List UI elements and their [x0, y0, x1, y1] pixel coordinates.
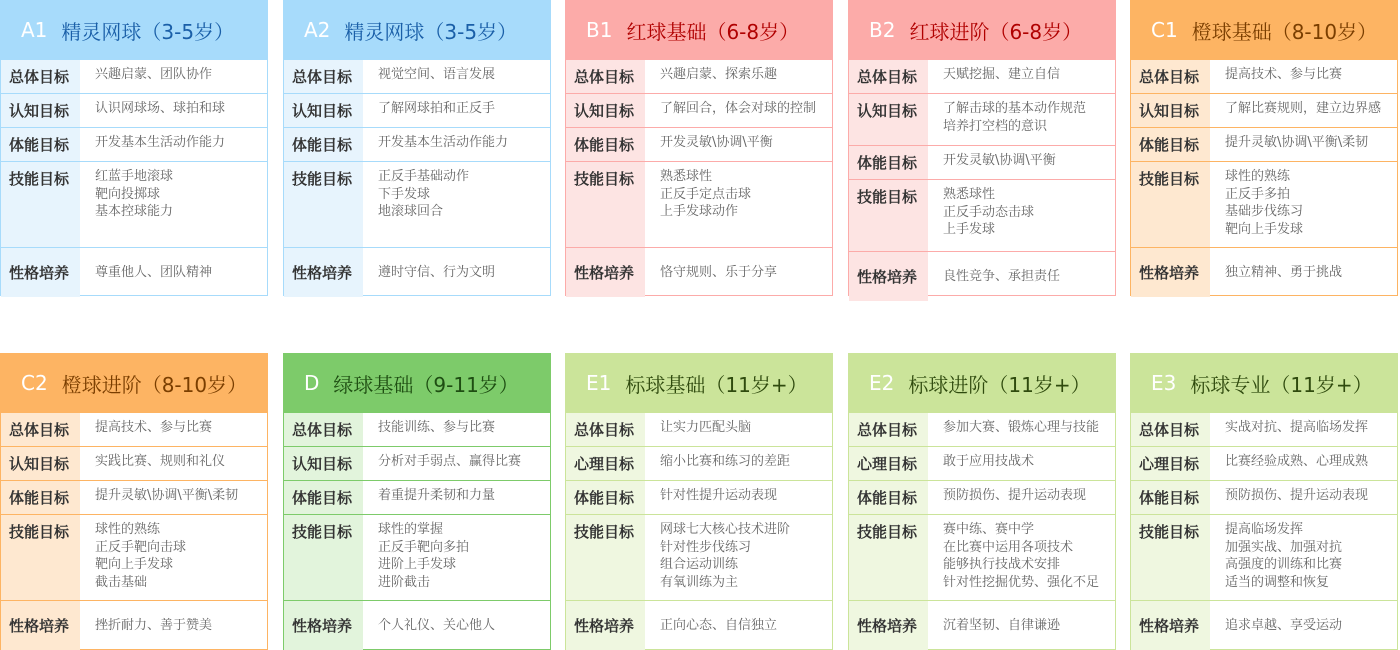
- goal-line: 认识网球场、球拍和球: [95, 101, 226, 116]
- goal-line: 针对性挖掘优势、强化不足: [943, 574, 1100, 590]
- goal-value: [80, 162, 267, 247]
- goal-label: 认知目标: [1131, 94, 1210, 127]
- goal-row: [284, 60, 550, 94]
- goal-label: 体能目标: [849, 481, 928, 514]
- goal-value: [645, 515, 832, 600]
- card-code: A1: [21, 18, 48, 42]
- goal-row: [849, 481, 1115, 515]
- goal-label: 总体目标: [849, 60, 928, 93]
- goal-line: 视觉空间、语言发展: [378, 67, 496, 82]
- goal-line: 挫折耐力、善于赞美: [95, 617, 213, 633]
- goal-line: 了解回合，体会对球的控制: [660, 101, 817, 116]
- goal-table: [1, 60, 267, 295]
- goal-row: [849, 601, 1115, 650]
- goal-line: 截击基础: [95, 574, 148, 590]
- goal-line: 上手发球动作: [660, 204, 739, 219]
- goal-value: [928, 601, 1115, 650]
- goal-value: [363, 601, 550, 650]
- goal-label: 体能目标: [1, 128, 80, 161]
- card-title: 橙球进阶（8-10岁）: [61, 372, 248, 397]
- goal-label: 总体目标: [1, 413, 80, 446]
- goal-value: [928, 146, 1115, 179]
- goal-row: [1, 128, 267, 162]
- goal-line: 开发灵敏\协调\平衡: [660, 135, 773, 150]
- goal-line: 红蓝手地滚球: [95, 169, 174, 184]
- goal-row: [284, 515, 550, 601]
- goal-line: 沉着坚韧、自律谦逊: [943, 617, 1061, 633]
- goal-label: 总体目标: [284, 413, 363, 446]
- card-header: [849, 1, 1115, 60]
- course-card-e3: [1130, 353, 1398, 650]
- goal-value: [645, 248, 832, 297]
- goal-label: 体能目标: [1131, 481, 1210, 514]
- goal-label: 技能目标: [1131, 162, 1210, 247]
- goal-label: 认知目标: [566, 94, 645, 127]
- goal-row: [1, 447, 267, 481]
- card-code: D: [304, 371, 320, 395]
- goal-row: [284, 94, 550, 128]
- goal-label: 认知目标: [284, 447, 363, 480]
- goal-value: [1210, 601, 1397, 650]
- goal-line: 预防损伤、提升运动表现: [1225, 488, 1369, 503]
- card-header: [1131, 1, 1397, 60]
- goal-label: 性格培养: [284, 248, 363, 297]
- goal-table: [284, 413, 550, 649]
- goal-row: [849, 60, 1115, 94]
- goal-label: 总体目标: [1, 60, 80, 93]
- card-title: 标球进阶（11岁+）: [908, 372, 1091, 397]
- goal-line: 有氧训练为主: [660, 574, 739, 590]
- goal-row: [849, 146, 1115, 180]
- goal-line: 分析对手弱点、赢得比赛: [378, 454, 522, 469]
- goal-line: 实战对抗、提高临场发挥: [1225, 420, 1369, 435]
- goal-row: [1131, 515, 1397, 601]
- goal-line: 实践比赛、规则和礼仪: [95, 454, 226, 469]
- goal-line: 了解比赛规则，建立边界感: [1225, 101, 1382, 116]
- goal-row: [1131, 162, 1397, 248]
- goal-line: 正反手多拍: [1225, 186, 1291, 202]
- goal-row: [1131, 60, 1397, 94]
- goal-row: [849, 515, 1115, 601]
- goal-label: 心理目标: [1131, 447, 1210, 480]
- card-code: B2: [869, 18, 896, 42]
- goal-line: 地滚球回合: [378, 204, 444, 219]
- goal-line: 兴趣启蒙、团队协作: [95, 67, 213, 82]
- goal-label: 体能目标: [566, 128, 645, 161]
- card-title: 红球进阶（6-8岁）: [909, 19, 1083, 44]
- goal-value: [363, 248, 550, 297]
- goal-table: [849, 413, 1115, 649]
- goal-value: [1210, 413, 1397, 446]
- goal-value: [363, 162, 550, 247]
- goal-row: [1131, 481, 1397, 515]
- card-header: [1131, 354, 1397, 413]
- goal-row: [566, 481, 832, 515]
- card-header: [849, 354, 1115, 413]
- goal-value: [645, 162, 832, 247]
- goal-line: 天赋挖掘、建立自信: [943, 67, 1061, 82]
- goal-label: 技能目标: [566, 515, 645, 600]
- goal-row: [1, 162, 267, 248]
- goal-line: 兴趣启蒙、探索乐趣: [660, 67, 778, 82]
- course-card-c1: [1130, 0, 1398, 296]
- course-card-e2: [848, 353, 1116, 650]
- goal-row: [849, 252, 1115, 301]
- goal-line: 正反手动态击球: [943, 204, 1035, 220]
- card-code: C1: [1151, 18, 1178, 42]
- goal-row: [849, 447, 1115, 481]
- goal-line: 提高临场发挥: [1225, 522, 1304, 537]
- goal-row: [284, 128, 550, 162]
- goal-row: [566, 162, 832, 248]
- goal-line: 靶向投掷球: [95, 186, 161, 202]
- goal-line: 正向心态、自信独立: [660, 617, 778, 633]
- goal-line: 比赛经验成熟、心理成熟: [1225, 454, 1369, 469]
- goal-line: 恪守规则、乐于分享: [660, 264, 778, 280]
- goal-row: [284, 248, 550, 297]
- goal-value: [80, 248, 267, 297]
- goal-label: 总体目标: [849, 413, 928, 446]
- goal-table: [284, 60, 550, 295]
- card-title: 红球基础（6-8岁）: [626, 19, 800, 44]
- goal-label: 总体目标: [284, 60, 363, 93]
- goal-label: 性格培养: [849, 601, 928, 650]
- goal-table: [1131, 413, 1397, 649]
- goal-value: [80, 601, 267, 650]
- goal-row: [284, 481, 550, 515]
- goal-line: 敢于应用技战术: [943, 454, 1035, 469]
- goal-row: [1, 515, 267, 601]
- goal-value: [645, 413, 832, 446]
- goal-row: [566, 601, 832, 650]
- goal-label: 总体目标: [1131, 60, 1210, 93]
- goal-line: 基本控球能力: [95, 204, 174, 219]
- goal-value: [80, 128, 267, 161]
- goal-row: [1, 601, 267, 650]
- goal-row: [1, 413, 267, 447]
- goal-line: 熟悉球性: [943, 187, 996, 202]
- goal-value: [1210, 128, 1397, 161]
- goal-line: 熟悉球性: [660, 169, 713, 184]
- goal-label: 性格培养: [849, 252, 928, 301]
- goal-value: [645, 128, 832, 161]
- course-card-b1: [565, 0, 833, 296]
- goal-row: [849, 413, 1115, 447]
- goal-line: 针对性提升运动表现: [660, 488, 778, 503]
- goal-line: 球性的熟练: [1225, 169, 1291, 184]
- card-code: E1: [586, 371, 612, 395]
- goal-label: 体能目标: [284, 128, 363, 161]
- goal-value: [363, 481, 550, 514]
- goal-row: [566, 128, 832, 162]
- goal-label: 技能目标: [1, 515, 80, 600]
- goal-value: [363, 94, 550, 127]
- goal-line: 缩小比赛和练习的差距: [660, 454, 791, 469]
- goal-line: 提高技术、参与比赛: [95, 420, 213, 435]
- goal-label: 技能目标: [1, 162, 80, 247]
- goal-line: 培养打空档的意识: [943, 118, 1048, 134]
- card-title: 精灵网球（3-5岁）: [61, 19, 235, 44]
- goal-line: 进阶截击: [378, 574, 431, 590]
- goal-label: 性格培养: [1131, 601, 1210, 650]
- course-card-c2: [0, 353, 268, 650]
- course-card-e1: [565, 353, 833, 650]
- card-header: [1, 1, 267, 60]
- card-title: 标球基础（11岁+）: [625, 372, 808, 397]
- goal-value: [645, 481, 832, 514]
- goal-line: 正反手靶向击球: [95, 539, 187, 555]
- goal-line: 球性的熟练: [95, 522, 161, 537]
- goal-row: [849, 180, 1115, 252]
- goal-row: [566, 94, 832, 128]
- goal-value: [1210, 481, 1397, 514]
- goal-label: 认知目标: [849, 94, 928, 145]
- goal-label: 心理目标: [849, 447, 928, 480]
- goal-line: 了解网球拍和正反手: [378, 101, 496, 116]
- goal-row: [1131, 248, 1397, 297]
- goal-value: [363, 515, 550, 600]
- goal-line: 独立精神、勇于挑战: [1225, 264, 1343, 280]
- course-card-d: [283, 353, 551, 650]
- goal-line: 尊重他人、团队精神: [95, 264, 213, 280]
- goal-value: [80, 447, 267, 480]
- course-card-b2: [848, 0, 1116, 296]
- goal-label: 性格培养: [1131, 248, 1210, 297]
- goal-value: [80, 60, 267, 93]
- goal-table: [566, 413, 832, 649]
- goal-line: 组合运动训练: [660, 557, 739, 572]
- goal-row: [1131, 94, 1397, 128]
- goal-line: 进阶上手发球: [378, 557, 457, 572]
- goal-line: 开发灵敏\协调\平衡: [943, 153, 1056, 168]
- goal-row: [566, 248, 832, 297]
- goal-table: [566, 60, 832, 295]
- goal-row: [284, 162, 550, 248]
- goal-label: 心理目标: [566, 447, 645, 480]
- goal-line: 靶向上手发球: [95, 557, 174, 572]
- goal-label: 体能目标: [566, 481, 645, 514]
- goal-line: 球性的掌握: [378, 522, 444, 537]
- goal-line: 加强实战、加强对抗: [1225, 539, 1343, 555]
- goal-value: [363, 128, 550, 161]
- goal-label: 性格培养: [1, 601, 80, 650]
- goal-value: [363, 60, 550, 93]
- goal-table: [1131, 60, 1397, 295]
- card-header: [284, 354, 550, 413]
- goal-label: 技能目标: [284, 162, 363, 247]
- goal-row: [1, 248, 267, 297]
- goal-line: 开发基本生活动作能力: [95, 135, 226, 150]
- goal-value: [80, 515, 267, 600]
- goal-line: 在比赛中运用各项技术: [943, 539, 1074, 555]
- goal-value: [928, 94, 1115, 145]
- goal-value: [1210, 447, 1397, 480]
- goal-row: [1131, 601, 1397, 650]
- card-code: B1: [586, 18, 613, 42]
- goal-line: 技能训练、参与比赛: [378, 420, 496, 435]
- goal-label: 性格培养: [1, 248, 80, 297]
- goal-value: [928, 60, 1115, 93]
- goal-line: 下手发球: [378, 186, 431, 202]
- card-header: [566, 1, 832, 60]
- goal-label: 技能目标: [284, 515, 363, 600]
- goal-value: [80, 94, 267, 127]
- goal-row: [1131, 413, 1397, 447]
- goal-line: 提升灵敏\协调\平衡\柔韧: [95, 488, 239, 503]
- goal-value: [645, 601, 832, 650]
- goal-value: [1210, 94, 1397, 127]
- goal-row: [284, 413, 550, 447]
- goal-label: 体能目标: [849, 146, 928, 179]
- goal-line: 参加大赛、锻炼心理与技能: [943, 420, 1100, 435]
- card-title: 精灵网球（3-5岁）: [344, 19, 518, 44]
- goal-line: 针对性步伐练习: [660, 539, 752, 555]
- goal-line: 适当的调整和恢复: [1225, 574, 1330, 590]
- goal-value: [1210, 248, 1397, 297]
- goal-row: [284, 447, 550, 481]
- goal-label: 认知目标: [284, 94, 363, 127]
- card-title: 标球专业（11岁+）: [1190, 372, 1373, 397]
- goal-value: [645, 94, 832, 127]
- goal-line: 靶向上手发球: [1225, 221, 1304, 237]
- goal-line: 能够执行技战术安排: [943, 557, 1061, 572]
- goal-line: 遵时守信、行为文明: [378, 264, 496, 280]
- goal-value: [645, 447, 832, 480]
- card-code: A2: [304, 18, 331, 42]
- goal-label: 认知目标: [1, 447, 80, 480]
- goal-line: 预防损伤、提升运动表现: [943, 488, 1087, 503]
- goal-value: [928, 515, 1115, 600]
- goal-row: [1, 481, 267, 515]
- goal-value: [928, 252, 1115, 301]
- goal-value: [1210, 162, 1397, 247]
- goal-row: [566, 60, 832, 94]
- goal-value: [928, 447, 1115, 480]
- course-card-a1: [0, 0, 268, 296]
- goal-line: 网球七大核心技术进阶: [660, 522, 791, 537]
- card-title: 绿球基础（9-11岁）: [333, 372, 519, 397]
- goal-label: 性格培养: [566, 601, 645, 650]
- goal-row: [1131, 447, 1397, 481]
- goal-line: 上手发球: [943, 222, 996, 237]
- goal-row: [1, 60, 267, 94]
- card-title: 橙球基础（8-10岁）: [1191, 19, 1378, 44]
- goal-value: [363, 447, 550, 480]
- goal-label: 技能目标: [849, 180, 928, 251]
- goal-label: 总体目标: [566, 413, 645, 446]
- course-card-a2: [283, 0, 551, 296]
- goal-line: 良性竞争、承担责任: [943, 268, 1061, 284]
- goal-line: 赛中练、赛中学: [943, 522, 1035, 537]
- goal-label: 体能目标: [1131, 128, 1210, 161]
- goal-value: [80, 413, 267, 446]
- card-code: C2: [21, 371, 48, 395]
- goal-value: [645, 60, 832, 93]
- goal-label: 性格培养: [284, 601, 363, 650]
- goal-row: [849, 94, 1115, 146]
- goal-label: 性格培养: [566, 248, 645, 297]
- goal-value: [928, 481, 1115, 514]
- card-code: E3: [1151, 371, 1177, 395]
- goal-line: 让实力匹配头脑: [660, 420, 752, 435]
- goal-label: 技能目标: [566, 162, 645, 247]
- goal-line: 基础步伐练习: [1225, 204, 1304, 219]
- goal-row: [566, 515, 832, 601]
- goal-value: [363, 413, 550, 446]
- goal-line: 提高技术、参与比赛: [1225, 67, 1343, 82]
- goal-value: [80, 481, 267, 514]
- goal-value: [928, 413, 1115, 446]
- card-header: [1, 354, 267, 413]
- card-header: [566, 354, 832, 413]
- goal-line: 追求卓越、享受运动: [1225, 617, 1343, 633]
- goal-row: [566, 413, 832, 447]
- goal-line: 提升灵敏\协调\平衡\柔韧: [1225, 135, 1369, 150]
- goal-row: [1131, 128, 1397, 162]
- goal-label: 技能目标: [849, 515, 928, 600]
- goal-row: [284, 601, 550, 650]
- goal-table: [1, 413, 267, 649]
- goal-value: [1210, 515, 1397, 600]
- goal-label: 体能目标: [284, 481, 363, 514]
- goal-line: 个人礼仪、关心他人: [378, 617, 496, 633]
- goal-table: [849, 60, 1115, 295]
- goal-value: [1210, 60, 1397, 93]
- goal-line: 正反手定点击球: [660, 186, 752, 202]
- goal-value: [928, 180, 1115, 251]
- goal-label: 技能目标: [1131, 515, 1210, 600]
- goal-line: 着重提升柔韧和力量: [378, 488, 496, 503]
- goal-label: 认知目标: [1, 94, 80, 127]
- goal-line: 正反手靶向多拍: [378, 539, 470, 555]
- goal-label: 总体目标: [1131, 413, 1210, 446]
- card-code: E2: [869, 371, 895, 395]
- goal-line: 开发基本生活动作能力: [378, 135, 509, 150]
- goal-row: [1, 94, 267, 128]
- goal-line: 了解击球的基本动作规范: [943, 101, 1087, 116]
- goal-row: [566, 447, 832, 481]
- goal-label: 总体目标: [566, 60, 645, 93]
- goal-line: 正反手基础动作: [378, 169, 470, 184]
- goal-line: 高强度的训练和比赛: [1225, 557, 1343, 572]
- goal-label: 体能目标: [1, 481, 80, 514]
- card-header: [284, 1, 550, 60]
